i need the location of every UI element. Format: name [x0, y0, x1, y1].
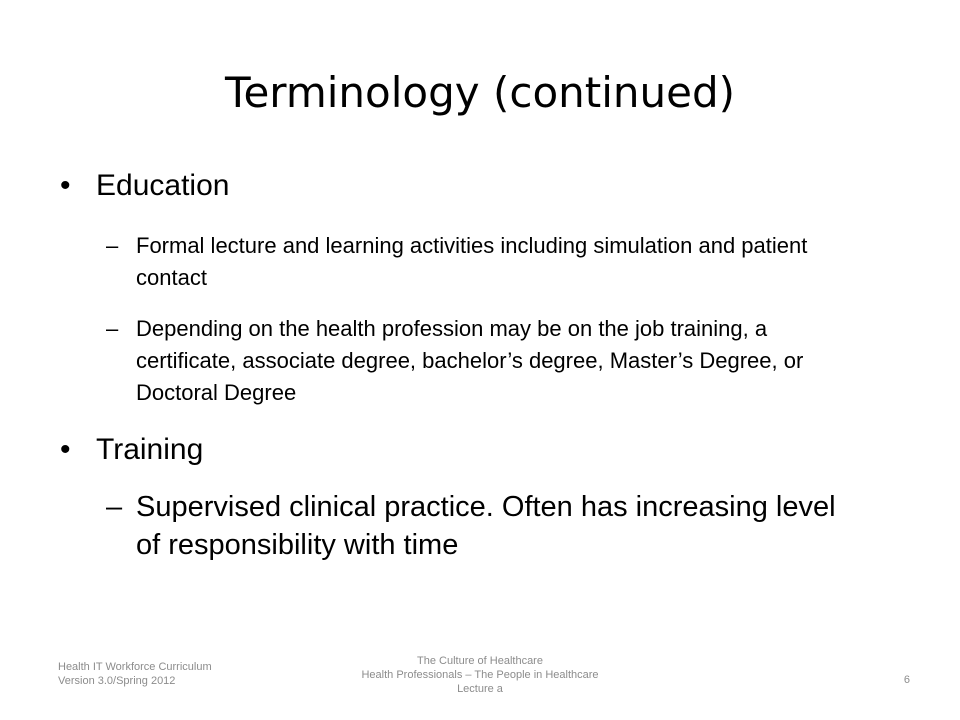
subitem-text: Supervised clinical practice. Often has increasing level of responsibility with time	[136, 491, 836, 561]
footer-center-line: The Culture of Healthcare	[417, 655, 543, 667]
footer-center-line: Health Professionals – The People in Healthcare	[361, 669, 599, 681]
footer-curriculum	[58, 660, 212, 688]
footer-left-line: Version 3.0/Spring 2012	[58, 675, 176, 687]
subitem-text: Depending on the health profession may be on the job training, a certificate, associate degree, bachelor’s degree, Master’s Degree, or Doctoral Degree	[136, 316, 804, 405]
footer-center-line: Lecture a	[457, 683, 503, 695]
slide-title: Terminology (continued)	[224, 68, 736, 117]
footer-lecture-info	[330, 654, 630, 696]
dash-icon: –	[106, 491, 123, 523]
bullet-icon: •	[60, 169, 71, 202]
page-number: 6	[903, 674, 910, 686]
bullet-icon: •	[60, 433, 71, 466]
bullet-label: Training	[96, 433, 204, 466]
dash-icon: –	[106, 233, 119, 258]
dash-icon: –	[106, 316, 119, 341]
footer-left-line: Health IT Workforce Curriculum	[58, 661, 212, 673]
bullet-label: Education	[96, 169, 230, 202]
subitem-text: Formal lecture and learning activities including simulation and patient contact	[136, 233, 808, 290]
